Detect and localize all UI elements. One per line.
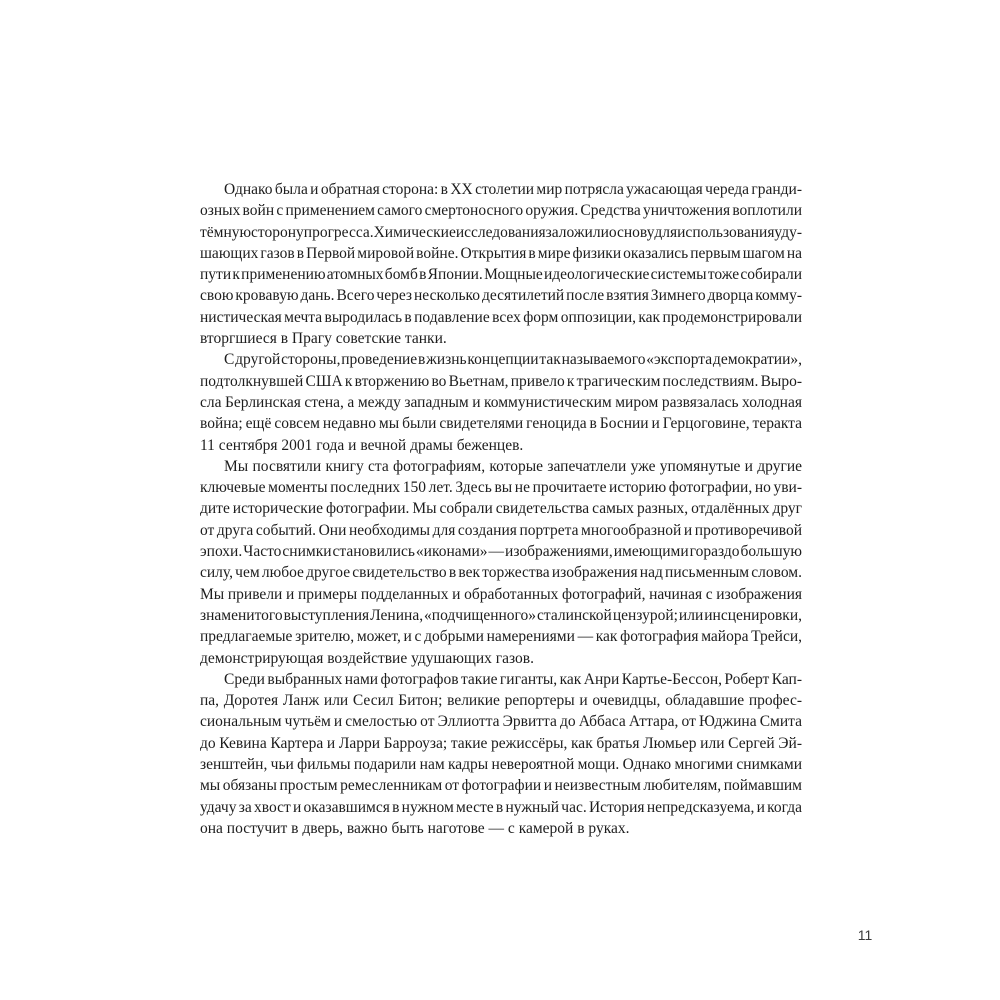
text-line: дите исторические фотографии. Мы собрали свидетельства самых разных, отдалённых друг <box>200 500 802 518</box>
text-line: Мы привели и примеры подделанных и обработанных фотографий, начиная с изображения <box>200 585 802 603</box>
text-line: силу, чем любое другое свидетельство в век торжества изображения над письменным словом. <box>200 564 802 582</box>
text-line: война; ещё совсем недавно мы были свидетелями геноцида в Боснии и Герцоговине, теракта <box>200 415 803 433</box>
text-line: вторгшиеся в Прагу советские танки. <box>200 330 447 348</box>
text-line: от друга событий. Они необходимы для создания портрета многообразной и противоречивой <box>200 521 802 539</box>
text-line: нистическая мечта выродилась в подавление всех форм оппозиции, как продемонстрировали <box>200 308 802 326</box>
text-line: Среди выбранных нами фотографов такие гиганты, как Анри Картье-Бессон, Роберт Кап- <box>224 670 802 688</box>
text-block <box>200 179 802 839</box>
text-line: озных войн с применением самого смертоносного оружия. Средства уничтожения воплотили <box>200 202 802 220</box>
paragraph <box>200 349 802 455</box>
text-line: знаменитого выступления Ленина, «подчищенного» сталинской цензурой; или инсценировки, <box>200 606 802 624</box>
text-line: она постучит в дверь, важно быть наготове — с камерой в руках. <box>200 819 630 837</box>
paragraph <box>200 179 802 349</box>
text-line: предлагаемые зрителю, может, и с добрыми намерениями — как фотография майора Трейси, <box>200 628 802 646</box>
text-line: эпохи. Часто снимки становились «иконами» — изображениями, имеющими гораздо большую <box>200 543 802 561</box>
text-line: Однако была и обратная сторона: в ХХ столетии мир потрясла ужасающая череда гранди- <box>224 181 802 198</box>
text-line: зенштейн, чьи фильмы подарили нам кадры невероятной мощи. Однако многими снимками <box>200 756 802 774</box>
text-line: тёмную сторону прогресса. Химические исследования заложили основу для использования уду- <box>200 223 802 241</box>
text-line: подтолкнувшей США к вторжению во Вьетнам, привело к трагическим последствиям. Выро- <box>200 372 802 390</box>
text-line: па, Доротея Ланж или Сесил Битон; великие репортеры и очевидцы, обладавшие профес- <box>200 692 802 710</box>
text-line: мы обязаны простым ремесленникам от фотографии и неизвестным любителям, поймавшим <box>200 777 802 795</box>
text-line: С другой стороны, проведение в жизнь концепции так называемого «экспорта демократии», <box>224 351 802 369</box>
page-number: 11 <box>857 927 873 943</box>
text-line: демонстрирующая воздействие удушающих газов. <box>200 649 534 667</box>
text-line: 11 сентября 2001 года и вечной драмы беженцев. <box>200 436 524 454</box>
text-line: свою кровавую дань. Всего через несколько десятилетий после взятия Зимнего дворца комму- <box>200 287 802 305</box>
text-line: пути к применению атомных бомб в Японии. Мощные идеологические системы тоже собирали <box>200 266 802 284</box>
text-line: шающих газов в Первой мировой войне. Открытия в мире физики оказались первым шагом на <box>200 244 802 262</box>
text-line: удачу за хвост и оказавшимся в нужном месте в нужный час. История непредсказуема, и когда <box>200 798 802 816</box>
text-line: сиональным чутьём и смелостью от Эллиотта Эрвитта до Аббаса Аттара, от Юджина Смита <box>200 713 802 731</box>
text-line: сла Берлинская стена, а между западным и коммунистическим миром развязалась холодная <box>200 393 802 411</box>
text-line: Мы посвятили книгу ста фотографиям, которые запечатлели уже упомянутые и другие <box>224 457 802 475</box>
text-line: до Кевина Картера и Ларри Барроуза; такие режиссёры, как братья Люмьер или Сергей Эй- <box>200 734 802 752</box>
text-line: ключевые моменты последних 150 лет. Здесь вы не прочитаете историю фотографии, но уви- <box>200 479 802 497</box>
paragraph <box>200 669 802 839</box>
paragraph <box>200 456 802 669</box>
